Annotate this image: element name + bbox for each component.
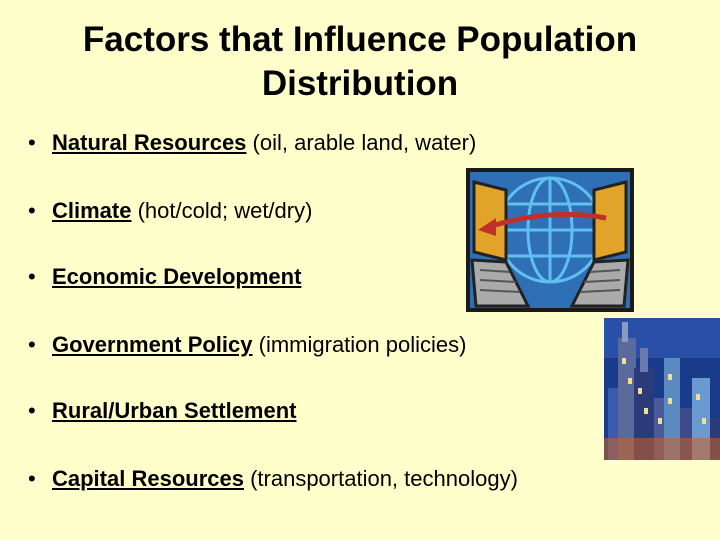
bullet-rural-urban xyxy=(28,398,297,424)
bullet-key: Government Policy xyxy=(52,332,253,357)
bullet-natural-resources xyxy=(28,130,476,156)
bullet-detail: (transportation, technology) xyxy=(243,466,518,491)
bullet-key: Climate xyxy=(52,198,132,223)
bullet-dot: • xyxy=(28,398,36,423)
slide-title xyxy=(0,18,720,106)
bullet-economic-development xyxy=(28,264,301,290)
bullet-government-policy xyxy=(28,332,466,358)
title-line-1: Factors that Influence Population xyxy=(82,20,638,59)
bullet-dot: • xyxy=(28,466,36,491)
bullet-climate xyxy=(28,198,312,224)
globe-laptops-clipart xyxy=(466,168,634,312)
title-line-2: Distribution xyxy=(261,64,459,103)
bullet-key: Natural Resources xyxy=(52,130,247,155)
city-skyline-clipart xyxy=(604,318,720,460)
bullet-detail: (immigration policies) xyxy=(252,332,467,357)
bullet-dot: • xyxy=(28,264,36,289)
bullet-key: Economic Development xyxy=(52,264,302,289)
bullet-detail: (oil, arable land, water) xyxy=(246,130,477,155)
bullet-dot: • xyxy=(28,332,36,357)
globe-icon xyxy=(498,178,602,282)
bullet-key: Capital Resources xyxy=(52,466,244,491)
bullet-dot: • xyxy=(28,198,36,223)
bullet-detail: (hot/cold; wet/dry) xyxy=(131,198,313,223)
bullet-capital-resources xyxy=(28,466,518,492)
bullet-dot: • xyxy=(28,130,36,155)
bullet-key: Rural/Urban Settlement xyxy=(52,398,297,423)
